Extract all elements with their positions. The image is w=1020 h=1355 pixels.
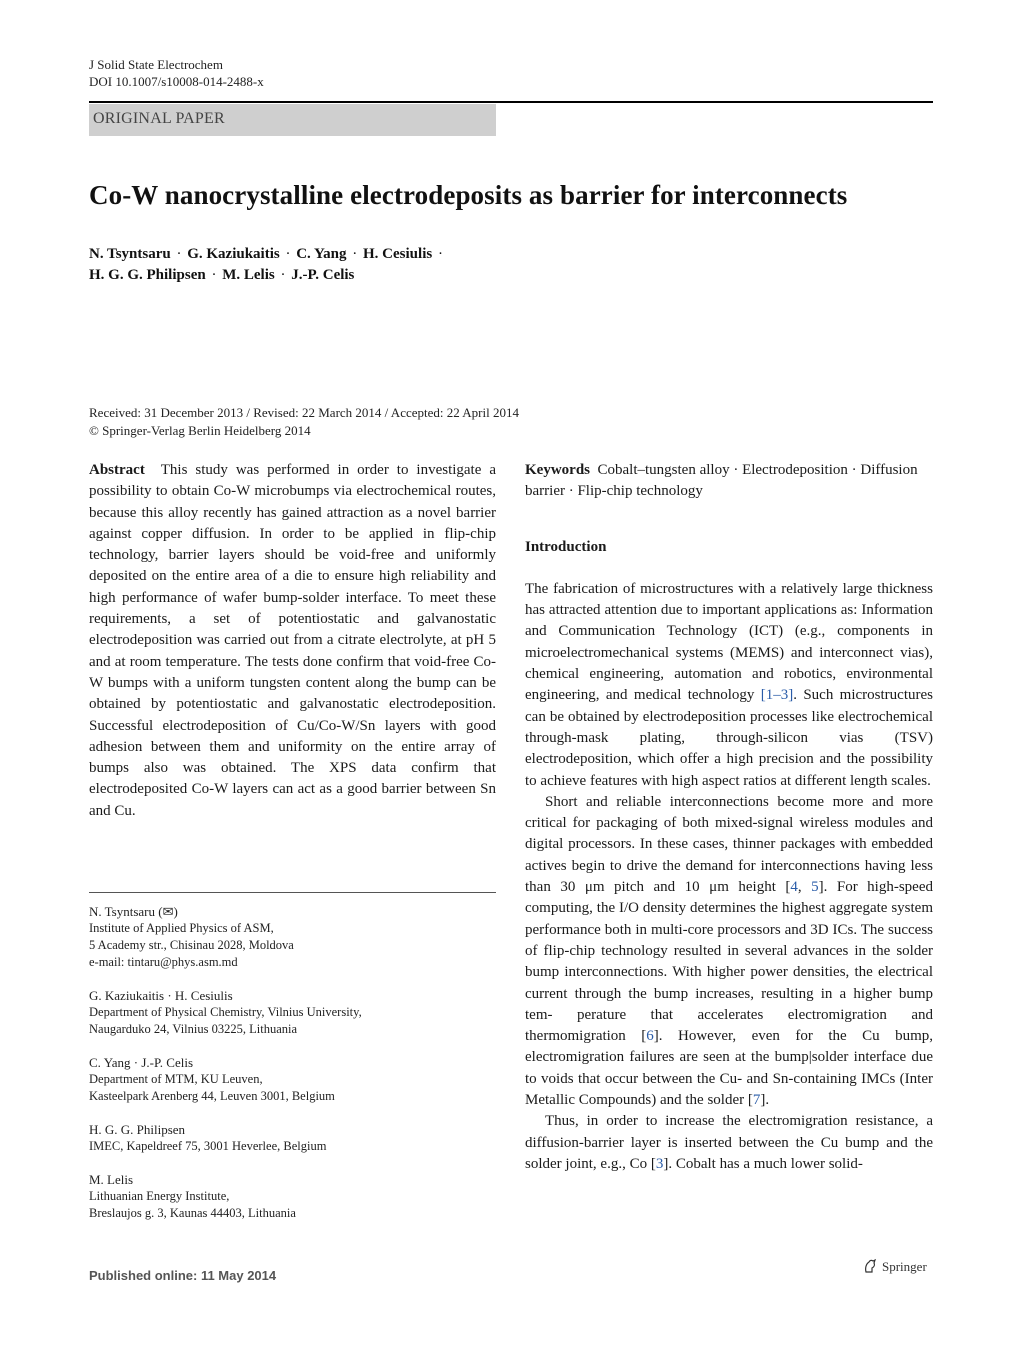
abstract-section (89, 460, 496, 822)
affiliation-line: Kasteelpark Arenberg 44, Leuven 3001, Belgium (89, 1089, 335, 1103)
affiliation-block (89, 1171, 496, 1222)
affiliation-block (89, 987, 496, 1038)
keywords-paragraph (525, 460, 933, 503)
citation-link[interactable]: 5 (811, 879, 819, 896)
author: N. Tsyntsaru (89, 246, 171, 262)
affiliation-name: M. Lelis (89, 1172, 134, 1187)
affiliation-line: Lithuanian Energy Institute, (89, 1189, 230, 1203)
citation-link[interactable]: [1–3] (760, 687, 794, 704)
affiliation-name: H. G. G. Philipsen (89, 1122, 186, 1137)
author-separator: · (176, 246, 182, 262)
author-separator: · (211, 267, 217, 283)
abstract-text: This study was performed in order to investigate a possibility to obtain Co-W microbumps via electrochemical routes, because this alloy recently has gained attraction as a novel barrier against copper diffusion. In order to be applied in flip-chip technology, barrier layers should be void-free and uniformly deposited on the entire area of a die to ensure high reliability and high performance of wafer bump-solder interface. To meet these requirements, a set of potentiostatic and galvanostatic electrodeposition was carried out from a citrate electrolyte, at pH 5 and at room temperature. The tests done confirm that void-free Co-W bumps with a uniform tungsten content along the bump can be obtained by potentiostatic and galvanostatic electrodeposition. Successful electrodeposition of Cu/Co-W/Sn layers with good adhesion between them and uniformity on the entire array of bumps also was obtained. The XPS data confirm that electrodeposited Co-W layers can act as a good barrier between Sn and Cu. (89, 462, 497, 819)
author: C. Yang (296, 246, 347, 262)
article-type: ORIGINAL PAPER (93, 110, 225, 127)
citation-link[interactable]: 7 (752, 1092, 761, 1109)
springer-horse-icon (862, 1258, 878, 1274)
journal-header (89, 56, 264, 90)
affiliation-block (89, 1054, 496, 1105)
affiliation-email[interactable]: e-mail: tintaru@phys.asm.md (89, 955, 238, 969)
author-line-2 (89, 265, 445, 286)
received-revised-accepted: Received: 31 December 2013 / Revised: 22 March 2014 / Accepted: 22 April 2014 (89, 405, 519, 420)
affiliation-line: 5 Academy str., Chisinau 2028, Moldova (89, 938, 294, 952)
affiliation-line: Department of MTM, KU Leuven, (89, 1072, 263, 1086)
affiliation-block (89, 1121, 496, 1155)
author-separator: · (437, 246, 443, 262)
citation-link[interactable]: 6 (646, 1028, 654, 1045)
affiliation-line: Breslaujos g. 3, Kaunas 44403, Lithuania (89, 1206, 296, 1220)
intro-paragraph-3: Thus, in order to increase the electromigration resistance, a diffusion-barrier layer is inserted between the Cu bump and the solder joint, e.g., Co [3]. Cobalt has a much lower solid- (525, 1113, 933, 1172)
affiliation-line: Institute of Applied Physics of ASM, (89, 921, 274, 935)
author-separator: · (280, 267, 286, 283)
intro-paragraph-2: Short and reliable interconnections become more and more critical for packaging of both mixed-signal wireless modules and digital processors. In these cases, thinner packages with embedded actives begin to drive the demand for interconnections having less than 30 μm pitch and 10 μm height [4, 5]. For high-speed computing, the I/O density determines the highest aggregate system performance both in multi-core processors and 3D ICs. The success of flip-chip technology resulted in several advances in the solder bump interconnections. With higher power densities, the electrical current through the bump increases, resulting in a higher bump tem- perature that accelerates electromigration and thermomigration [6]. However, even for the Cu bump, electromigration failures are seen at the bump|solder interface due to voids that occur between the Cu- and Sn-containing IMCs (Inter Metallic Compounds) and the solder [7]. (525, 793, 933, 1109)
abstract-label: Abstract (89, 462, 145, 478)
citation-link[interactable]: 4 (790, 879, 798, 896)
affiliations (89, 903, 496, 1238)
journal-name: J Solid State Electrochem (89, 57, 223, 72)
article-type-banner (89, 104, 496, 136)
citation-link[interactable]: 3 (655, 1155, 664, 1172)
abstract-paragraph (89, 460, 496, 822)
affiliation-line: IMEC, Kapeldreef 75, 3001 Heverlee, Belgium (89, 1139, 327, 1153)
affiliation-line: Naugarduko 24, Vilnius 03225, Lithuania (89, 1022, 298, 1036)
author: J.-P. Celis (291, 267, 355, 283)
affiliation-name: G. Kaziukaitis · H. Cesiulis (89, 988, 233, 1003)
affiliation-name: C. Yang · J.-P. Celis (89, 1055, 194, 1070)
author: M. Lelis (222, 267, 275, 283)
header-rule (89, 101, 933, 103)
published-online: Published online: 11 May 2014 (89, 1268, 277, 1283)
copyright: © Springer-Verlag Berlin Heidelberg 2014 (89, 423, 311, 438)
affiliation-line: Department of Physical Chemistry, Vilnius University, (89, 1005, 362, 1019)
doi: DOI 10.1007/s10008-014-2488-x (89, 74, 264, 89)
keywords-label: Keywords (525, 462, 590, 478)
publication-dates (89, 404, 519, 440)
affiliation-name: N. Tsyntsaru (✉) (89, 904, 178, 919)
publisher-name: Springer (882, 1259, 927, 1274)
author-line-1 (89, 244, 445, 265)
introduction-heading: Introduction (525, 538, 607, 555)
publisher-logo (862, 1258, 927, 1275)
intro-paragraph-1: The fabrication of microstructures with a relatively large thickness has attracted attention due to important applications as: Information and Communication Technology (ICT) (e.g., components in microelectromechanical systems (MEMS) and interconnect vias), chemical engineering, automation and robotics, environmental engineering, and medical technology [1–3]. Such microstructures can be obtained by electrodeposition processes like electrochemical through-mask plating, through-silicon vias (TSV) electrodeposition, which offer a high precision and the possibility to achieve features with high aspect ratios at different length scales. (525, 580, 933, 789)
paper-title: Co-W nanocrystalline electrodeposits as barrier for interconnects (89, 180, 848, 210)
keywords-text: Cobalt–tungsten alloy · Electrodeposition · Diffusion barrier · Flip-chip technology (525, 462, 918, 500)
right-column (525, 460, 933, 1175)
author-separator: · (285, 246, 291, 262)
author-list (89, 244, 445, 286)
author-separator: · (352, 246, 358, 262)
affiliation-rule (89, 892, 496, 893)
author: H. Cesiulis (363, 246, 433, 262)
author: H. G. G. Philipsen (89, 267, 206, 283)
author: G. Kaziukaitis (187, 246, 280, 262)
affiliation-block (89, 903, 496, 971)
